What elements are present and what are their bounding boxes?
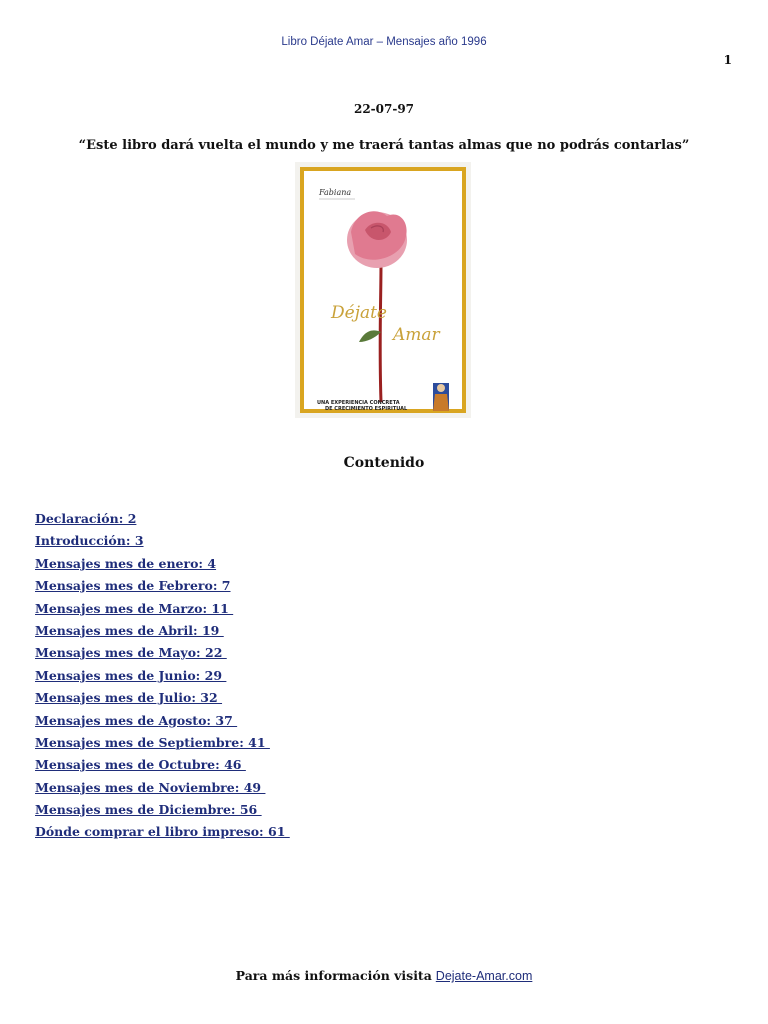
- toc-link-diciembre[interactable]: Mensajes mes de Diciembre: 56: [35, 802, 262, 818]
- toc-item: [35, 687, 290, 709]
- toc-item: [35, 799, 290, 821]
- toc-link-introduccion[interactable]: Introducción: 3: [35, 533, 144, 549]
- toc-item: [35, 665, 290, 687]
- virgin-figure-icon: [433, 383, 449, 411]
- cover-author: Fabiana: [319, 188, 352, 197]
- toc-item: [35, 620, 290, 642]
- toc-link-declaracion[interactable]: Declaración: 2: [35, 511, 137, 526]
- toc-link-octubre[interactable]: Mensajes mes de Octubre: 46: [35, 757, 246, 773]
- cover-subtitle-line-2: DE CRECIMIENTO ESPIRITUAL: [325, 406, 408, 412]
- toc-item: [35, 821, 290, 843]
- cover-title-word-2: Amar: [393, 325, 440, 345]
- toc-item: [35, 777, 290, 799]
- toc-link-donde-comprar[interactable]: Dónde comprar el libro impreso: 61: [35, 824, 290, 840]
- toc-item: [35, 530, 290, 552]
- toc-item: [35, 710, 290, 732]
- toc-item: [35, 642, 290, 664]
- toc-item: [35, 508, 290, 530]
- book-cover-image: [295, 162, 471, 418]
- date-line: 22-07-97: [353, 102, 415, 116]
- toc-link-febrero[interactable]: Mensajes mes de Febrero: 7: [35, 578, 231, 594]
- toc-item: [35, 575, 290, 597]
- toc-link-marzo[interactable]: Mensajes mes de Marzo: 11: [35, 600, 234, 616]
- cover-title-word-1: Déjate: [331, 303, 387, 323]
- website-link[interactable]: Dejate-Amar.com: [435, 969, 533, 983]
- toc-link-mayo[interactable]: Mensajes mes de Mayo: 22: [35, 645, 227, 661]
- footer-lead-text: Para más información visita: [235, 968, 432, 983]
- toc-link-junio[interactable]: Mensajes mes de Junio: 29: [35, 667, 227, 683]
- page-header: Libro Déjate Amar – Mensajes año 1996: [281, 36, 487, 48]
- table-of-contents: [35, 508, 290, 844]
- toc-link-septiembre[interactable]: Mensajes mes de Septiembre: 41: [35, 734, 270, 750]
- page-number: 1: [723, 53, 732, 67]
- contents-heading: Contenido: [343, 455, 425, 471]
- page-footer: [0, 968, 768, 983]
- quote-line: “Este libro dará vuelta el mundo y me traerá tantas almas que no podrás contarlas”: [78, 138, 690, 153]
- toc-link-julio[interactable]: Mensajes mes de Julio: 32: [35, 690, 223, 706]
- toc-link-agosto[interactable]: Mensajes mes de Agosto: 37: [35, 712, 238, 728]
- toc-link-noviembre[interactable]: Mensajes mes de Noviembre: 49: [35, 779, 266, 795]
- toc-item: [35, 553, 290, 575]
- toc-link-enero[interactable]: Mensajes mes de enero: 4: [35, 555, 217, 571]
- toc-link-abril[interactable]: Mensajes mes de Abril: 19: [35, 622, 224, 638]
- toc-item: [35, 754, 290, 776]
- cover-subtitle-line-1: UNA EXPERIENCIA CONCRETA: [317, 400, 400, 406]
- toc-item: [35, 598, 290, 620]
- toc-item: [35, 732, 290, 754]
